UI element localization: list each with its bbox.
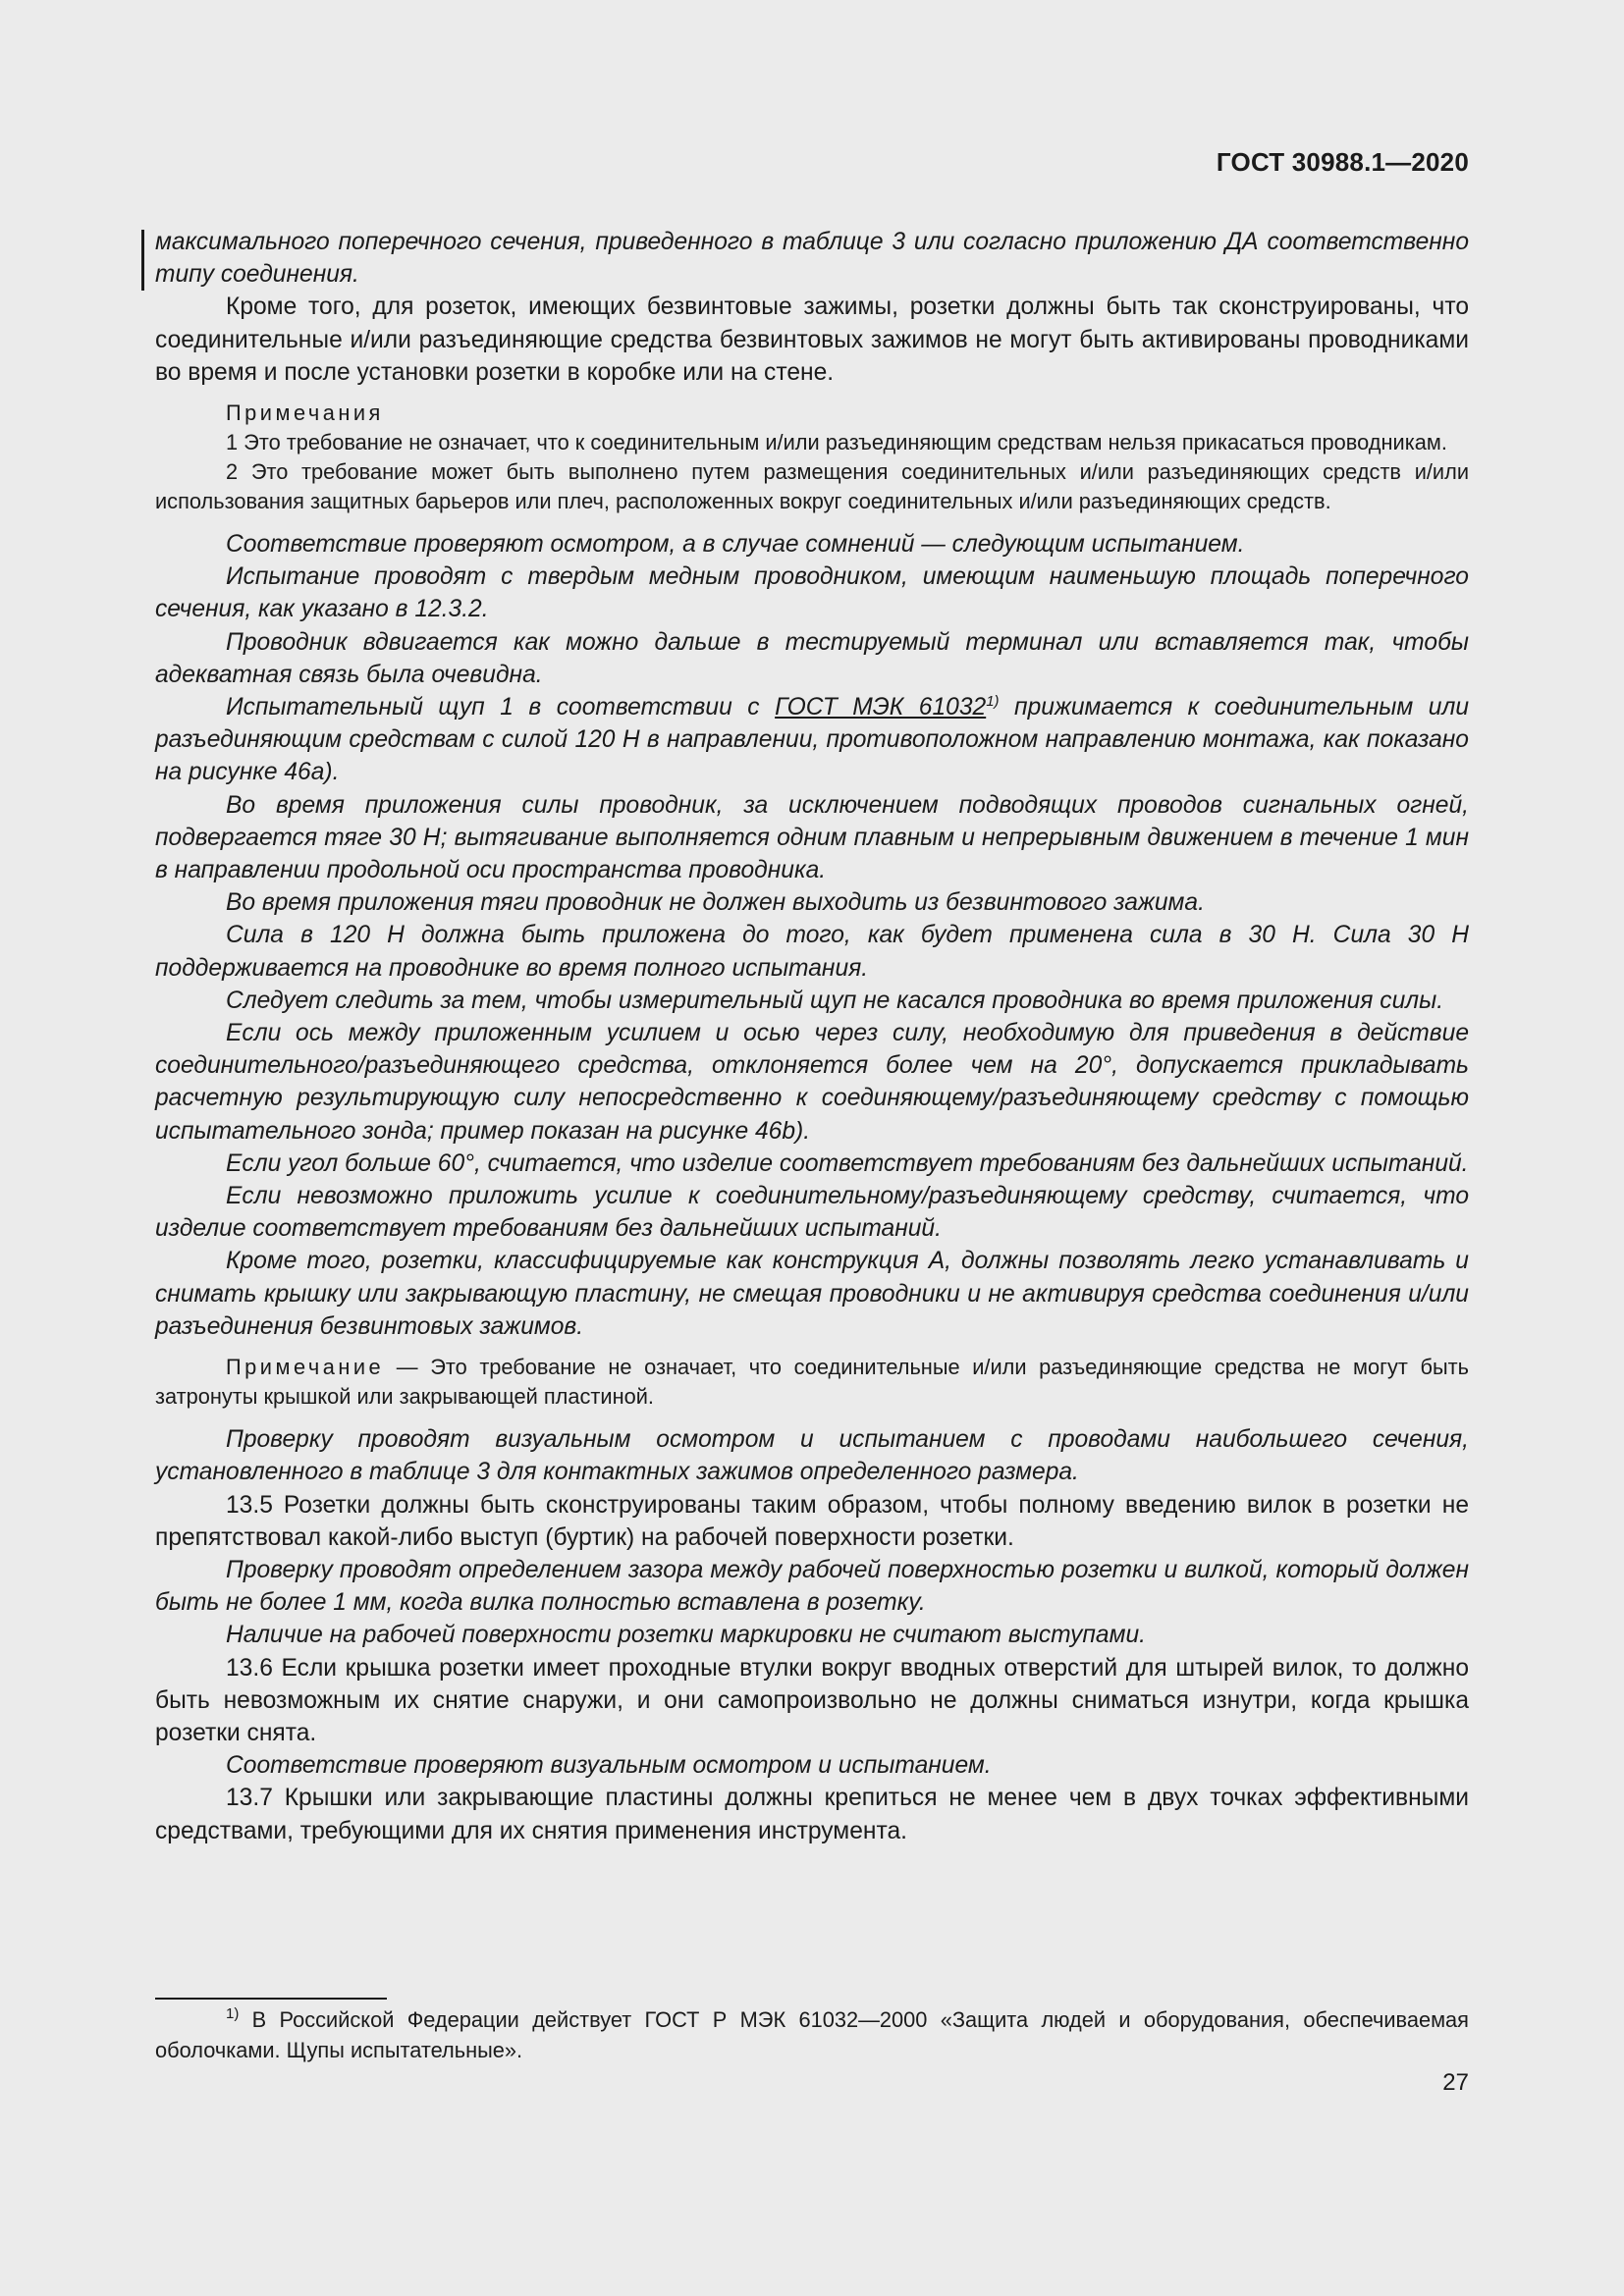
note-block bbox=[155, 1353, 1469, 1412]
note-text: — Это требование не означает, что соединительные и/или разъединяющие средства не могут быть затронуты крышкой или закрывающей пластиной. bbox=[155, 1355, 1469, 1410]
clause-13-7: 13.7 Крышки или закрывающие пластины должны крепиться не менее чем в двух точках эффективными средствами, требующими для их снятия применения инструмента. bbox=[155, 1785, 1469, 1844]
test-paragraph: Наличие на рабочей поверхности розетки маркировки не считают выступами. bbox=[226, 1622, 1146, 1649]
footnote-ref[interactable]: 1) bbox=[986, 693, 1000, 711]
note-single bbox=[155, 1353, 1469, 1412]
note-1: 1 Это требование не означает, что к соединительным и/или разъединяющим средствам нельзя прикасаться проводникам. bbox=[226, 430, 1447, 455]
test-paragraph: Проверку проводят визуальным осмотром и испытанием с проводами наибольшего сечения, установленного в таблице 3 для контактных зажимов определенного размера. bbox=[155, 1426, 1469, 1486]
footnote-text: В Российской Федерации действует ГОСТ Р МЭК 61032—2000 «Защита людей и оборудования, обеспечиваемая оболочками. Щупы испытательные». bbox=[155, 2007, 1469, 2062]
test-paragraph: Если ось между приложенным усилием и осью через силу, необходимую для приведения в действие соединительного/разъединяющего средства, отклоняется более чем на 20°, допускается прикладывать расчетную результирующую силу непосредственно к соединяющему/разъединяющему средству с помощью испытательного зонда; пример показан на рисунке 46b). bbox=[155, 1020, 1469, 1145]
page-number: 27 bbox=[1442, 2069, 1469, 2096]
test-paragraph: Кроме того, розетки, классифицируемые как конструкция А, должны позволять легко устанавливать и снимать крышку или закрывающую пластину, не смещая проводники и не активируя средства соединения и/или разъединения безвинтовых зажимов. bbox=[155, 1248, 1469, 1340]
test-paragraph: Во время приложения тяги проводник не должен выходить из безвинтового зажима. bbox=[226, 889, 1205, 917]
clause-13-5: 13.5 Розетки должны быть сконструированы таким образом, чтобы полному введению вилок в розетки не препятствовал какой-либо выступ (буртик) на рабочей поверхности розетки. bbox=[155, 1491, 1469, 1551]
notes-title: Примечания bbox=[226, 400, 384, 426]
test-paragraph: Проверку проводят определением зазора между рабочей поверхностью розетки и вилкой, который должен быть не более 1 мм, когда вилка полностью вставлена в розетку. bbox=[155, 1556, 1469, 1617]
footnote bbox=[155, 2004, 1469, 2065]
paragraph-continuation: максимального поперечного сечения, приведенного в таблице 3 или согласно приложению ДА соответственно типу соединения. bbox=[155, 229, 1469, 289]
test-paragraph-probe bbox=[155, 691, 1469, 789]
test-paragraph: Соответствие проверяют осмотром, а в случае сомнений — следующим испытанием. bbox=[226, 531, 1245, 559]
test-paragraph: Сила в 120 Н должна быть приложена до того, как будет применена сила в 30 Н. Сила 30 Н поддерживается на проводнике во время полного испытания. bbox=[155, 922, 1469, 982]
change-bar bbox=[141, 230, 144, 291]
test-paragraph: Во время приложения силы проводник, за исключением подводящих проводов сигнальных огней, подвергается тяге 30 Н; вытягивание выполняется одним плавным и непрерывным движением в течение 1 мин в направлении продольной оси пространства проводника. bbox=[155, 791, 1469, 884]
test-paragraph: Соответствие проверяют визуальным осмотром и испытанием. bbox=[226, 1752, 992, 1780]
clause-13-6: 13.6 Если крышка розетки имеет проходные втулки вокруг вводных отверстий для штырей вилок, то должно быть невозможным их снятие снаружи, и они самопроизвольно не должны сниматься изнутри, когда крышка розетки снята. bbox=[155, 1654, 1469, 1746]
test-paragraph: Испытание проводят с твердым медным проводником, имеющим наименьшую площадь поперечного сечения, как указано в 12.3.2. bbox=[155, 563, 1469, 623]
test-paragraph: Проводник вдвигается как можно дальше в тестируемый терминал или вставляется так, чтобы адекватная связь была очевидна. bbox=[155, 628, 1469, 688]
notes-block bbox=[155, 399, 1469, 516]
paragraph-screwless-terminals: Кроме того, для розеток, имеющих безвинтовые зажимы, розетки должны быть так сконструированы, что соединительные и/или разъединяющие средства безвинтовых зажимов не могут быть активированы проводниками во время и после установки розетки в коробке или на стене. bbox=[155, 294, 1469, 386]
test-paragraph: Если угол больше 60°, считается, что изделие соответствует требованиям без дальнейших испытаний. bbox=[226, 1149, 1469, 1177]
text-run: Испытательный щуп 1 в соответствии с bbox=[226, 694, 776, 721]
footnote-mark: 1) bbox=[226, 2005, 240, 2022]
document-body bbox=[155, 226, 1469, 1847]
footnote-separator bbox=[155, 1998, 387, 2000]
test-paragraph: Следует следить за тем, чтобы измерительный щуп не касался проводника во время приложения силы. bbox=[226, 987, 1444, 1014]
document-code-header: ГОСТ 30988.1—2020 bbox=[1216, 147, 1469, 177]
gost-iec-61032-link[interactable]: ГОСТ МЭК 61032 bbox=[775, 694, 987, 721]
text-run: прижимается к соединительным или разъединяющим средствам с силой 120 Н в направлении, противоположном направлению монтажа, как показано на рисунке 46а). bbox=[155, 694, 1469, 786]
note-title: Примечание bbox=[226, 1355, 385, 1380]
test-paragraph: Если невозможно приложить усилие к соединительному/разъединяющему средству, считается, что изделие соответствует требованиям без дальнейших испытаний. bbox=[155, 1183, 1469, 1243]
note-2: 2 Это требование может быть выполнено путем размещения соединительных и/или разъединяющих средств и/или использования защитных барьеров или плеч, расположенных вокруг соединительных и/или разъединяющих средств. bbox=[155, 459, 1469, 514]
